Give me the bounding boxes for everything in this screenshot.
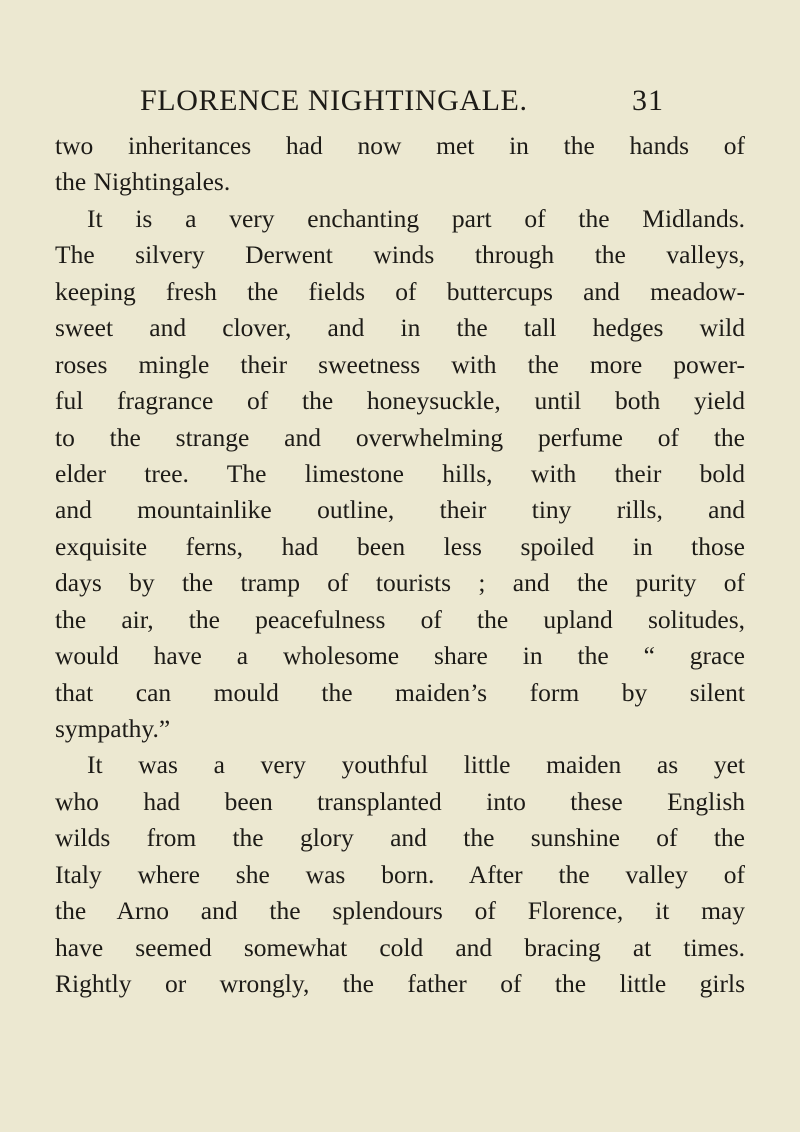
- text-line: wilds from the glory and the sunshine of the: [55, 823, 745, 853]
- text-line: sweet and clover, and in the tall hedges wild: [55, 313, 745, 343]
- text-line: who had been transplanted into these English: [55, 786, 745, 816]
- text-line: It was a very youthful little maiden as yet: [87, 750, 745, 780]
- page-number: 31: [632, 84, 664, 117]
- text-line: that can mould the maiden’s form by silent: [55, 677, 745, 707]
- text-line: the Arno and the splendours of Florence, it may: [55, 896, 745, 926]
- text-line: exquisite ferns, had been less spoiled in those: [55, 531, 745, 561]
- text-line: and mountainlike outline, their tiny rills, and: [55, 495, 745, 525]
- text-line: two inheritances had now met in the hands of: [55, 131, 745, 160]
- text-line: the Nightingales.: [55, 167, 231, 197]
- text-line: ful fragrance of the honeysuckle, until both yield: [55, 386, 745, 416]
- text-line: It is a very enchanting part of the Midlands.: [87, 203, 745, 233]
- text-line: Rightly or wrongly, the father of the little girls: [55, 969, 745, 999]
- text-line: elder tree. The limestone hills, with their bold: [55, 458, 745, 488]
- body-text: [55, 128, 745, 1003]
- running-head: [110, 84, 750, 124]
- text-line: days by the tramp of tourists ; and the purity of: [55, 568, 745, 598]
- text-line: roses mingle their sweetness with the more power-: [55, 349, 745, 379]
- text-line: would have a wholesome share in the “ grace: [55, 641, 745, 671]
- text-line: The silvery Derwent winds through the valleys,: [55, 240, 745, 270]
- text-line: keeping fresh the fields of buttercups and meadow-: [55, 276, 745, 306]
- text-line: have seemed somewhat cold and bracing at times.: [55, 932, 745, 962]
- text-line: sympathy.”: [55, 714, 171, 743]
- text-line: Italy where she was born. After the valley of: [55, 859, 745, 889]
- text-line: the air, the peacefulness of the upland solitudes,: [55, 604, 745, 634]
- text-line: to the strange and overwhelming perfume of the: [55, 422, 745, 452]
- running-title: FLORENCE NIGHTINGALE.: [140, 84, 528, 117]
